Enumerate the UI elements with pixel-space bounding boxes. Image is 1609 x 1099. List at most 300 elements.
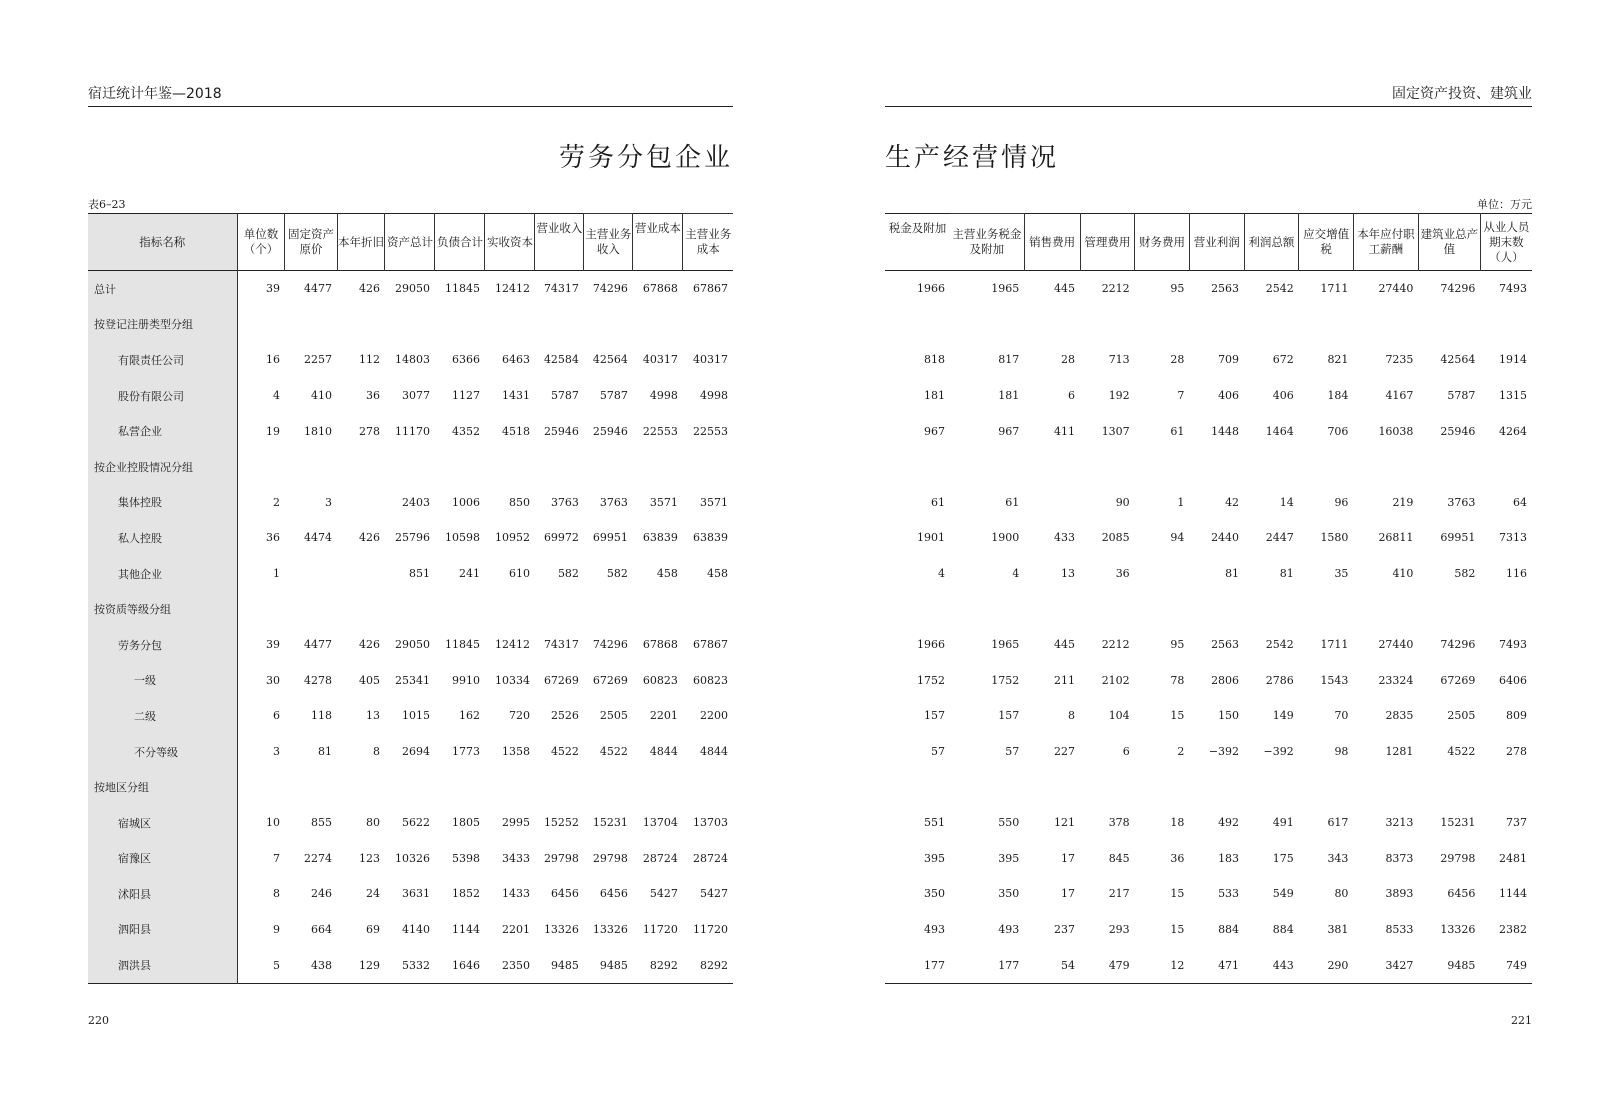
table-cell: 493 <box>924 922 945 936</box>
table-cell: 116 <box>1506 567 1527 581</box>
table-cell: 67867 <box>693 282 728 296</box>
table-cell <box>1024 485 1080 521</box>
table-cell <box>385 769 435 805</box>
table-cell: 4167 <box>1385 389 1414 403</box>
table-cell <box>950 449 1024 485</box>
row-label: 私营企业 <box>88 413 237 449</box>
table-cell <box>950 591 1024 627</box>
table-cell: 150 <box>1218 709 1240 723</box>
table-cell: 549 <box>1272 887 1294 901</box>
table-cell: 3763 <box>550 495 579 509</box>
table-cell <box>633 591 683 627</box>
table-cell <box>1244 769 1299 805</box>
table-cell: 4477 <box>304 282 332 296</box>
table-cell: −392 <box>1263 745 1294 759</box>
row-label: 按资质等级分组 <box>88 591 237 627</box>
table-cell: 3077 <box>401 389 430 403</box>
table-cell: 80 <box>1334 887 1349 901</box>
table-cell: 1752 <box>917 673 945 687</box>
table-cell: 4998 <box>700 389 728 403</box>
table-cell: 3213 <box>1385 816 1414 830</box>
table-cell <box>1135 307 1190 343</box>
table-cell: 15252 <box>543 816 579 830</box>
table-cell: 29050 <box>394 282 430 296</box>
table-cell: 3 <box>325 495 332 509</box>
row-label: 按地区分组 <box>88 769 237 805</box>
table-cell: 9910 <box>451 673 480 687</box>
table-cell: 6456 <box>599 887 628 901</box>
table-cell: 15 <box>1170 709 1185 723</box>
table-row <box>88 627 733 663</box>
table-cell <box>435 591 485 627</box>
table-cell: 2447 <box>1265 531 1294 545</box>
table-cell: 884 <box>1272 922 1294 936</box>
table-cell: 18 <box>1170 816 1185 830</box>
table-cell: 30 <box>265 673 280 687</box>
table-cell: 1315 <box>1499 389 1527 403</box>
table-cell: 1901 <box>917 531 945 545</box>
table-cell: 3433 <box>501 851 530 865</box>
header-construction-output: 建筑业总产值 <box>1418 214 1480 271</box>
table-cell: 8373 <box>1385 851 1414 865</box>
table-cell: 7 <box>272 851 280 865</box>
table-cell <box>633 307 683 343</box>
table-cell <box>1080 449 1135 485</box>
table-cell <box>683 769 733 805</box>
table-cell: 63839 <box>642 531 678 545</box>
table-cell: 2201 <box>501 922 530 936</box>
table-cell: 7493 <box>1499 282 1527 296</box>
table-cell: 479 <box>1108 958 1130 972</box>
table-cell: 10326 <box>394 851 430 865</box>
table-cell: 821 <box>1327 353 1349 367</box>
table-cell: 2440 <box>1211 531 1240 545</box>
table-cell <box>950 769 1024 805</box>
table-row <box>885 805 1532 841</box>
table-cell: 9 <box>272 922 280 936</box>
table-cell: 492 <box>1218 816 1240 830</box>
header-total-assets: 资产总计 <box>385 214 435 271</box>
table-cell <box>1299 449 1354 485</box>
table-cell: 40317 <box>642 353 678 367</box>
table-cell <box>1353 307 1418 343</box>
row-label: 有限责任公司 <box>88 342 237 378</box>
table-cell: 26811 <box>1378 531 1414 545</box>
table-row <box>88 556 733 592</box>
row-label: 按登记注册类型分组 <box>88 307 237 343</box>
table-cell: 12412 <box>494 638 530 652</box>
table-cell: 406 <box>1272 389 1294 403</box>
table-cell: 12412 <box>494 282 530 296</box>
table-cell: 967 <box>998 424 1020 438</box>
header-payroll: 本年应付职工薪酬 <box>1353 214 1418 271</box>
table-cell: 426 <box>358 638 380 652</box>
table-cell: 40317 <box>693 353 728 367</box>
header-operating-profit: 营业利润 <box>1189 214 1244 271</box>
table-cell: 36 <box>265 531 280 545</box>
table-cell <box>237 591 285 627</box>
table-cell: 2274 <box>304 851 332 865</box>
table-cell: 1965 <box>991 638 1020 652</box>
table-cell: 27440 <box>1378 282 1414 296</box>
table-cell <box>337 591 385 627</box>
table-cell: 15 <box>1170 922 1185 936</box>
table-cell: 2542 <box>1265 282 1294 296</box>
table-cell <box>1353 591 1418 627</box>
table-cell: 69 <box>365 922 380 936</box>
table-cell: 1805 <box>451 816 480 830</box>
table-cell: 1144 <box>1499 887 1527 901</box>
table-cell: 7313 <box>1499 531 1527 545</box>
table-cell <box>285 591 337 627</box>
table-cell: 36 <box>1170 851 1185 865</box>
table-row <box>88 342 733 378</box>
table-cell: 3 <box>272 745 280 759</box>
table-cell <box>1189 769 1244 805</box>
header-spacer <box>535 242 584 271</box>
table-cell <box>1299 307 1354 343</box>
table-cell: 67269 <box>1440 673 1476 687</box>
table-cell: 406 <box>1218 389 1240 403</box>
running-head-left <box>88 84 733 107</box>
row-label: 集体控股 <box>88 485 237 521</box>
table-cell: 3893 <box>1385 887 1414 901</box>
table-cell <box>285 769 337 805</box>
table-cell <box>1480 449 1532 485</box>
table-cell <box>535 449 584 485</box>
table-cell: 617 <box>1327 816 1349 830</box>
table-cell: 411 <box>1054 424 1075 438</box>
table-cell: 6 <box>1122 745 1130 759</box>
row-label: 宿豫区 <box>88 841 237 877</box>
table-cell: 1646 <box>451 958 480 972</box>
table-cell: 246 <box>311 887 332 901</box>
table-cell: 61 <box>1170 424 1185 438</box>
left-data-table <box>88 213 733 984</box>
table-cell: 13703 <box>693 816 728 830</box>
table-row <box>88 947 733 983</box>
table-number: 表6–23 <box>88 198 126 211</box>
table-row <box>885 663 1532 699</box>
table-cell <box>1418 307 1480 343</box>
table-cell: 118 <box>311 709 332 723</box>
table-cell: 10334 <box>494 673 530 687</box>
table-cell: 443 <box>1272 958 1294 972</box>
table-cell <box>485 307 535 343</box>
table-cell: 123 <box>358 851 380 865</box>
table-cell: 67269 <box>543 673 579 687</box>
table-cell: 2212 <box>1101 638 1130 652</box>
table-row <box>88 591 733 627</box>
table-cell: 181 <box>924 389 945 403</box>
yearbook-title: 宿迁统计年鉴—2018 <box>88 86 222 102</box>
right-table-body <box>885 271 1532 984</box>
table-cell: 2542 <box>1265 638 1294 652</box>
table-cell: 6 <box>1068 389 1075 403</box>
table-cell: 1358 <box>501 745 530 759</box>
table-row <box>88 378 733 414</box>
table-cell: 227 <box>1054 745 1075 759</box>
table-cell: 2505 <box>1447 709 1476 723</box>
table-cell: 343 <box>1327 851 1349 865</box>
table-row <box>88 663 733 699</box>
row-label: 私人控股 <box>88 520 237 556</box>
table-cell <box>485 769 535 805</box>
table-cell: 884 <box>1218 922 1240 936</box>
table-cell: 1307 <box>1101 424 1130 438</box>
table-cell: 129 <box>358 958 380 972</box>
table-cell <box>1299 769 1354 805</box>
table-cell: 184 <box>1327 389 1349 403</box>
table-cell <box>1353 449 1418 485</box>
table-row <box>88 734 733 770</box>
table-cell: 2403 <box>401 495 430 509</box>
header-total-liabilities: 负债合计 <box>435 214 485 271</box>
table-cell <box>337 556 385 592</box>
table-cell: 39 <box>265 282 280 296</box>
table-cell: 6 <box>272 709 280 723</box>
table-cell: 1965 <box>991 282 1020 296</box>
table-cell: 22553 <box>693 424 728 438</box>
table-cell <box>435 307 485 343</box>
table-cell: 16 <box>265 353 280 367</box>
table-cell: 1144 <box>451 922 480 936</box>
table-cell: 395 <box>924 851 945 865</box>
table-cell <box>237 307 285 343</box>
table-cell: 6463 <box>501 353 530 367</box>
table-cell: 2786 <box>1265 673 1294 687</box>
table-row <box>88 307 733 343</box>
table-cell: 28724 <box>693 851 728 865</box>
table-cell: 405 <box>358 673 380 687</box>
header-admin-expenses: 管理费用 <box>1080 214 1135 271</box>
table-cell: 11170 <box>394 424 430 438</box>
table-cell <box>1480 591 1532 627</box>
table-cell: 241 <box>458 567 480 581</box>
table-cell: 74296 <box>1440 638 1476 652</box>
table-cell: 713 <box>1108 353 1130 367</box>
table-cell: 11720 <box>642 922 678 936</box>
table-cell: 737 <box>1506 816 1527 830</box>
table-row <box>885 342 1532 378</box>
unit-note: 单位：万元 <box>1477 198 1532 211</box>
table-cell: 104 <box>1108 709 1130 723</box>
table-cell <box>1189 307 1244 343</box>
table-cell <box>1299 591 1354 627</box>
table-cell: 3763 <box>1447 495 1476 509</box>
table-cell: 14803 <box>394 353 430 367</box>
table-cell: 458 <box>656 567 678 581</box>
table-cell: 4 <box>272 389 280 403</box>
table-cell: 177 <box>998 958 1020 972</box>
table-cell: 533 <box>1218 887 1240 901</box>
header-paid-in-capital: 实收资本 <box>485 214 535 271</box>
table-cell: 22553 <box>642 424 678 438</box>
table-row <box>885 413 1532 449</box>
table-cell: 2835 <box>1385 709 1414 723</box>
table-cell: 29798 <box>1440 851 1476 865</box>
table-cell: 74317 <box>543 638 579 652</box>
table-cell: 42564 <box>592 353 628 367</box>
table-cell <box>1244 591 1299 627</box>
table-cell: 94 <box>1170 531 1185 545</box>
table-cell: 2563 <box>1211 638 1240 652</box>
table-row <box>885 698 1532 734</box>
table-cell: 2350 <box>501 958 530 972</box>
table-cell: 28 <box>1061 353 1075 367</box>
table-cell: 157 <box>924 709 945 723</box>
table-cell <box>1080 307 1135 343</box>
table-cell: 13704 <box>642 816 678 830</box>
table-cell: 25946 <box>1440 424 1476 438</box>
table-cell: 13326 <box>543 922 579 936</box>
table-cell: 96 <box>1334 495 1349 509</box>
table-cell: 445 <box>1054 638 1075 652</box>
table-cell: 14 <box>1279 495 1294 509</box>
table-cell: 3427 <box>1385 958 1414 972</box>
header-operating-cost: 营业成本 <box>633 214 683 243</box>
table-cell: 2382 <box>1499 922 1527 936</box>
table-cell <box>1024 769 1080 805</box>
table-cell: 6456 <box>1447 887 1476 901</box>
table-cell: 720 <box>508 709 530 723</box>
table-cell: 709 <box>1218 353 1240 367</box>
table-cell: 1433 <box>501 887 530 901</box>
table-cell: 2 <box>1177 745 1185 759</box>
table-cell: 278 <box>1506 745 1527 759</box>
table-cell: 293 <box>1108 922 1130 936</box>
row-label: 其他企业 <box>88 556 237 592</box>
table-cell <box>1418 449 1480 485</box>
table-cell <box>337 485 385 521</box>
table-cell: 1580 <box>1320 531 1349 545</box>
table-cell <box>485 449 535 485</box>
table-cell: 967 <box>924 424 945 438</box>
table-cell: 5 <box>272 958 280 972</box>
header-main-business-revenue: 主营业务收入 <box>584 214 633 271</box>
table-cell: 162 <box>458 709 480 723</box>
table-cell <box>584 307 633 343</box>
table-cell: 13 <box>1061 567 1075 581</box>
table-cell <box>584 591 633 627</box>
table-cell: 706 <box>1327 424 1349 438</box>
table-cell: 8292 <box>700 958 728 972</box>
table-cell: 74296 <box>1440 282 1476 296</box>
table-row <box>88 769 733 805</box>
table-cell: 27440 <box>1378 638 1414 652</box>
page-number-right: 221 <box>1511 1014 1532 1027</box>
table-cell: 60823 <box>693 673 728 687</box>
table-cell: 217 <box>1108 887 1130 901</box>
table-cell: 29798 <box>592 851 628 865</box>
table-cell: 1966 <box>917 282 945 296</box>
table-cell <box>237 769 285 805</box>
table-cell: 1914 <box>1499 353 1527 367</box>
table-cell: 8 <box>372 745 380 759</box>
header-main-business-tax: 主营业务税金及附加 <box>950 214 1024 271</box>
table-cell <box>584 769 633 805</box>
table-row <box>885 769 1532 805</box>
row-label: 沭阳县 <box>88 876 237 912</box>
table-cell: 177 <box>924 958 945 972</box>
table-cell <box>285 449 337 485</box>
header-financial-expenses: 财务费用 <box>1135 214 1190 271</box>
row-label: 总计 <box>88 271 237 307</box>
section-title: 固定资产投资、建筑业 <box>1392 86 1532 102</box>
table-cell: 8 <box>272 887 280 901</box>
table-cell: 1464 <box>1265 424 1294 438</box>
table-cell: 493 <box>998 922 1020 936</box>
table-cell <box>885 307 950 343</box>
table-cell: 98 <box>1334 745 1349 759</box>
table-cell: 1966 <box>917 638 945 652</box>
table-cell: 74296 <box>592 638 628 652</box>
table-cell <box>1135 556 1190 592</box>
table-cell: 2995 <box>501 816 530 830</box>
table-cell: 81 <box>1279 567 1294 581</box>
table-cell: 181 <box>998 389 1020 403</box>
table-cell: 237 <box>1054 922 1075 936</box>
table-cell: 582 <box>606 567 628 581</box>
table-cell: 1711 <box>1320 638 1349 652</box>
table-cell: 445 <box>1054 282 1075 296</box>
table-cell: 64 <box>1513 495 1527 509</box>
table-cell: 278 <box>358 424 380 438</box>
table-cell: 582 <box>557 567 579 581</box>
table-cell: 112 <box>358 353 380 367</box>
table-cell: 1 <box>272 567 280 581</box>
table-cell: 10952 <box>494 531 530 545</box>
table-cell: 809 <box>1506 709 1527 723</box>
table-cell: 1 <box>1177 495 1185 509</box>
table-cell <box>535 769 584 805</box>
table-cell: 818 <box>924 353 945 367</box>
table-row <box>885 734 1532 770</box>
header-vat-payable: 应交增值税 <box>1299 214 1354 271</box>
table-cell: 1431 <box>501 389 530 403</box>
table-cell: 183 <box>1218 851 1240 865</box>
table-cell: 24 <box>365 887 380 901</box>
table-cell: 6456 <box>550 887 579 901</box>
table-cell: 1773 <box>451 745 480 759</box>
table-cell: 410 <box>311 389 332 403</box>
table-cell <box>584 449 633 485</box>
table-cell: 4474 <box>304 531 332 545</box>
header-indicator-name: 指标名称 <box>88 214 237 271</box>
table-cell: 845 <box>1108 851 1130 865</box>
table-row <box>88 413 733 449</box>
table-cell: 3571 <box>700 495 728 509</box>
table-cell: 35 <box>1334 567 1349 581</box>
header-unit-count: 单位数（个） <box>243 227 279 256</box>
table-cell: 2481 <box>1499 851 1527 865</box>
table-cell: 13326 <box>592 922 628 936</box>
table-title-right: 生产经营情况 <box>885 143 1060 173</box>
row-label: 不分等级 <box>88 734 237 770</box>
table-cell: 410 <box>1392 567 1414 581</box>
table-cell: 5622 <box>401 816 430 830</box>
table-cell: 4844 <box>700 745 728 759</box>
table-cell: 121 <box>1054 816 1075 830</box>
table-cell: 23324 <box>1378 673 1414 687</box>
table-cell: 426 <box>358 531 380 545</box>
table-cell: 95 <box>1170 282 1185 296</box>
table-row <box>88 485 733 521</box>
header-fixed-assets: 固定资产原价 <box>285 214 337 271</box>
table-cell: 39 <box>265 638 280 652</box>
table-cell: 551 <box>924 816 945 830</box>
table-cell <box>1189 449 1244 485</box>
